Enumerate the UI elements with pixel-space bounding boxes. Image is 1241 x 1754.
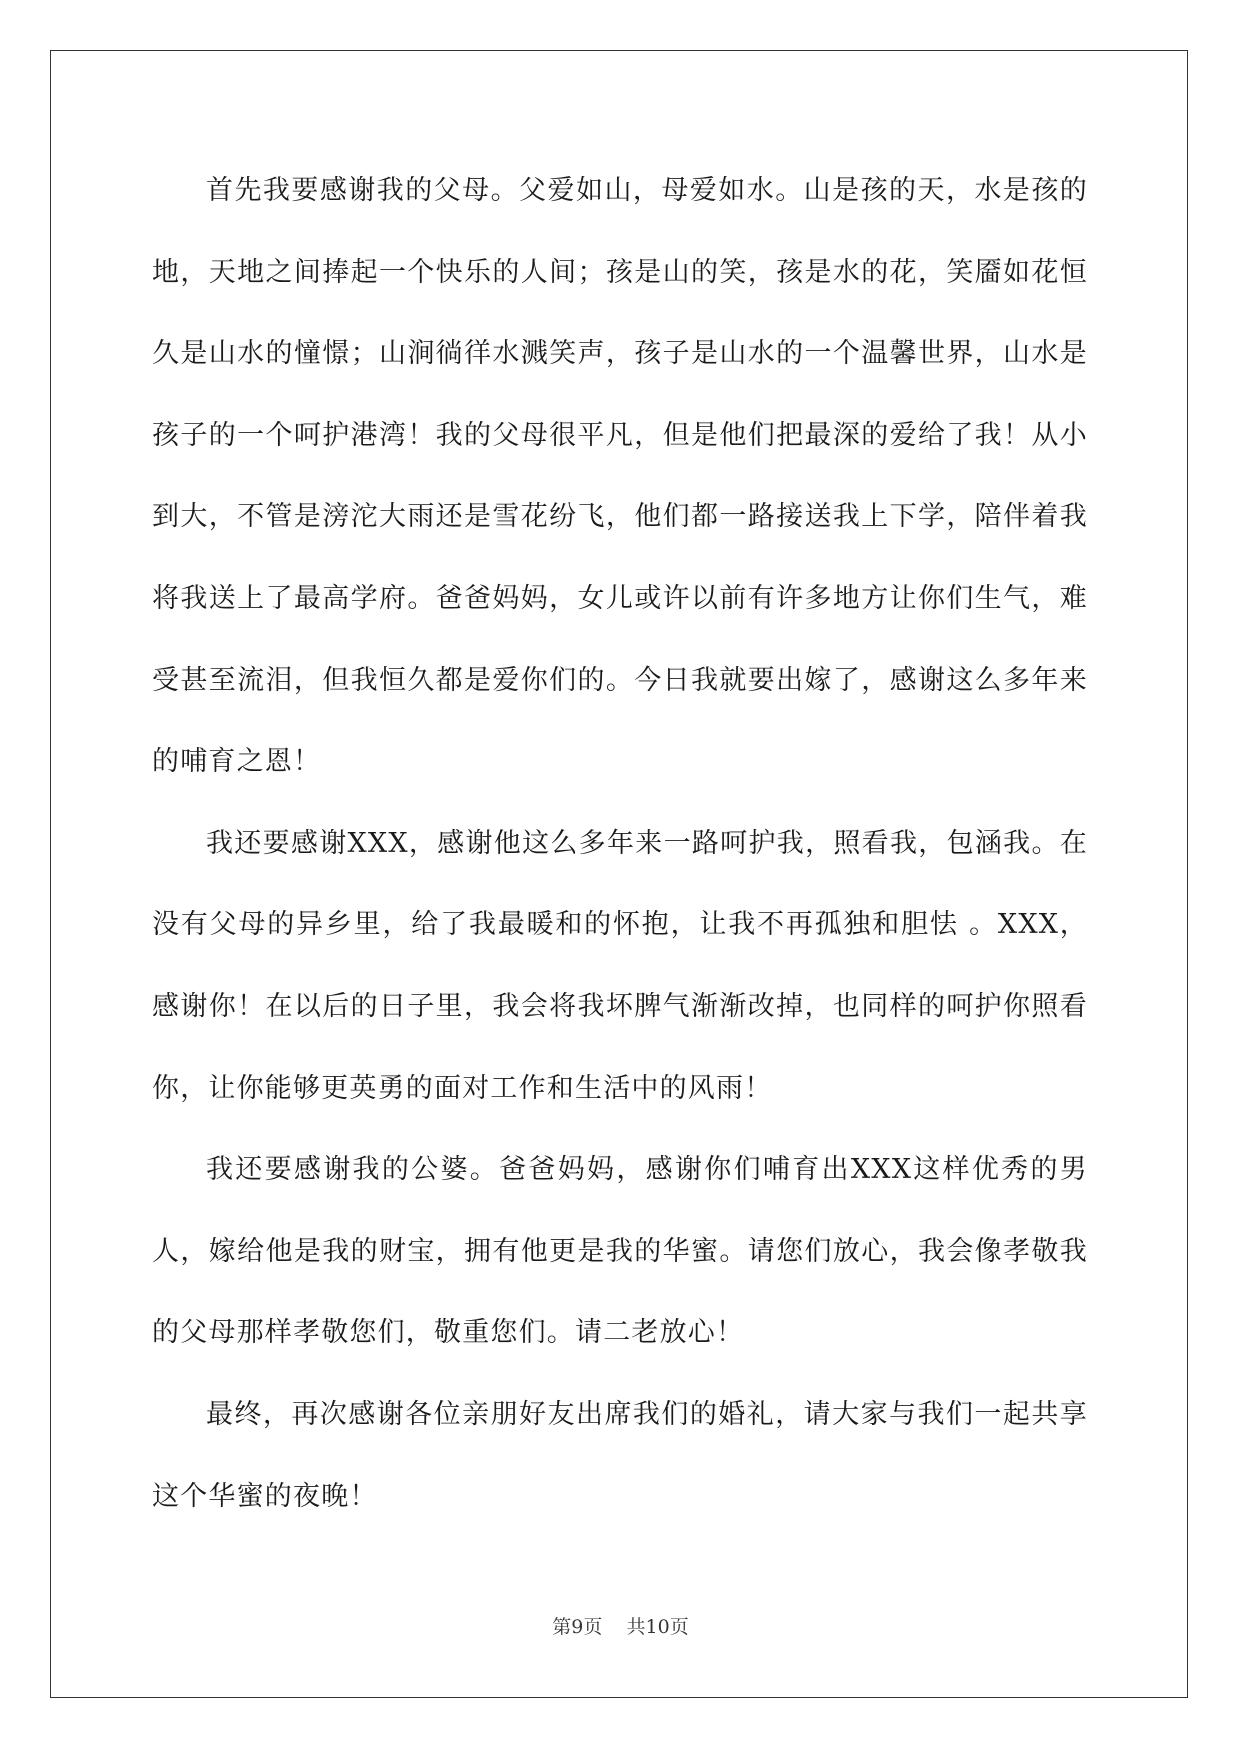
document-body [152,150,1088,1537]
page-number [0,1612,1241,1639]
paragraph-thanks-in-laws: 我还要感谢我的公婆。爸爸妈妈，感谢你们哺育出XXX这样优秀的男人，嫁给他是我的财宝，拥有他更是我的华蜜。请您们放心，我会像孝敬我的父母那样孝敬您们，敬重您们。请二老放心！ [152,1154,1088,1349]
paragraph-thanks-parents: 首先我要感谢我的父母。父爱如山，母爱如水。山是孩的天，水是孩的地，天地之间捧起一个快乐的人间；孩是山的笑，孩是水的花，笑靥如花恒久是山水的憧憬；山涧徜徉水溅笑声，孩子是山水的一个温馨世界，山水是孩子的一个呵护港湾！我的父母很平凡，但是他们把最深的爱给了我！从小到大，不管是滂沱大雨还是雪花纷飞，他们都一路接送我上下学，陪伴着我将我送上了最高学府。爸爸妈妈，女儿或许以前有许多地方让你们生气，难受甚至流泪，但我恒久都是爱你们的。今日我就要出嫁了，感谢这么多年来的哺育之恩！ [152,175,1088,778]
paragraph-closing: 最终，再次感谢各位亲朋好友出席我们的婚礼，请大家与我们一起共享这个华蜜的夜晚！ [152,1398,1088,1512]
paragraph-thanks-husband: 我还要感谢XXX，感谢他这么多年来一路呵护我，照看我，包涵我。在没有父母的异乡里，给了我最暖和的怀抱，让我不再孤独和胆怯 。XXX，感谢你！在以后的日子里，我会将我坏脾气渐渐改掉，也同样的呵护你照看你，让你能够更英勇的面对工作和生活中的风雨！ [152,827,1088,1104]
page-number-current: 第9页 [552,1616,603,1638]
page-number-total: 共10页 [626,1616,689,1638]
